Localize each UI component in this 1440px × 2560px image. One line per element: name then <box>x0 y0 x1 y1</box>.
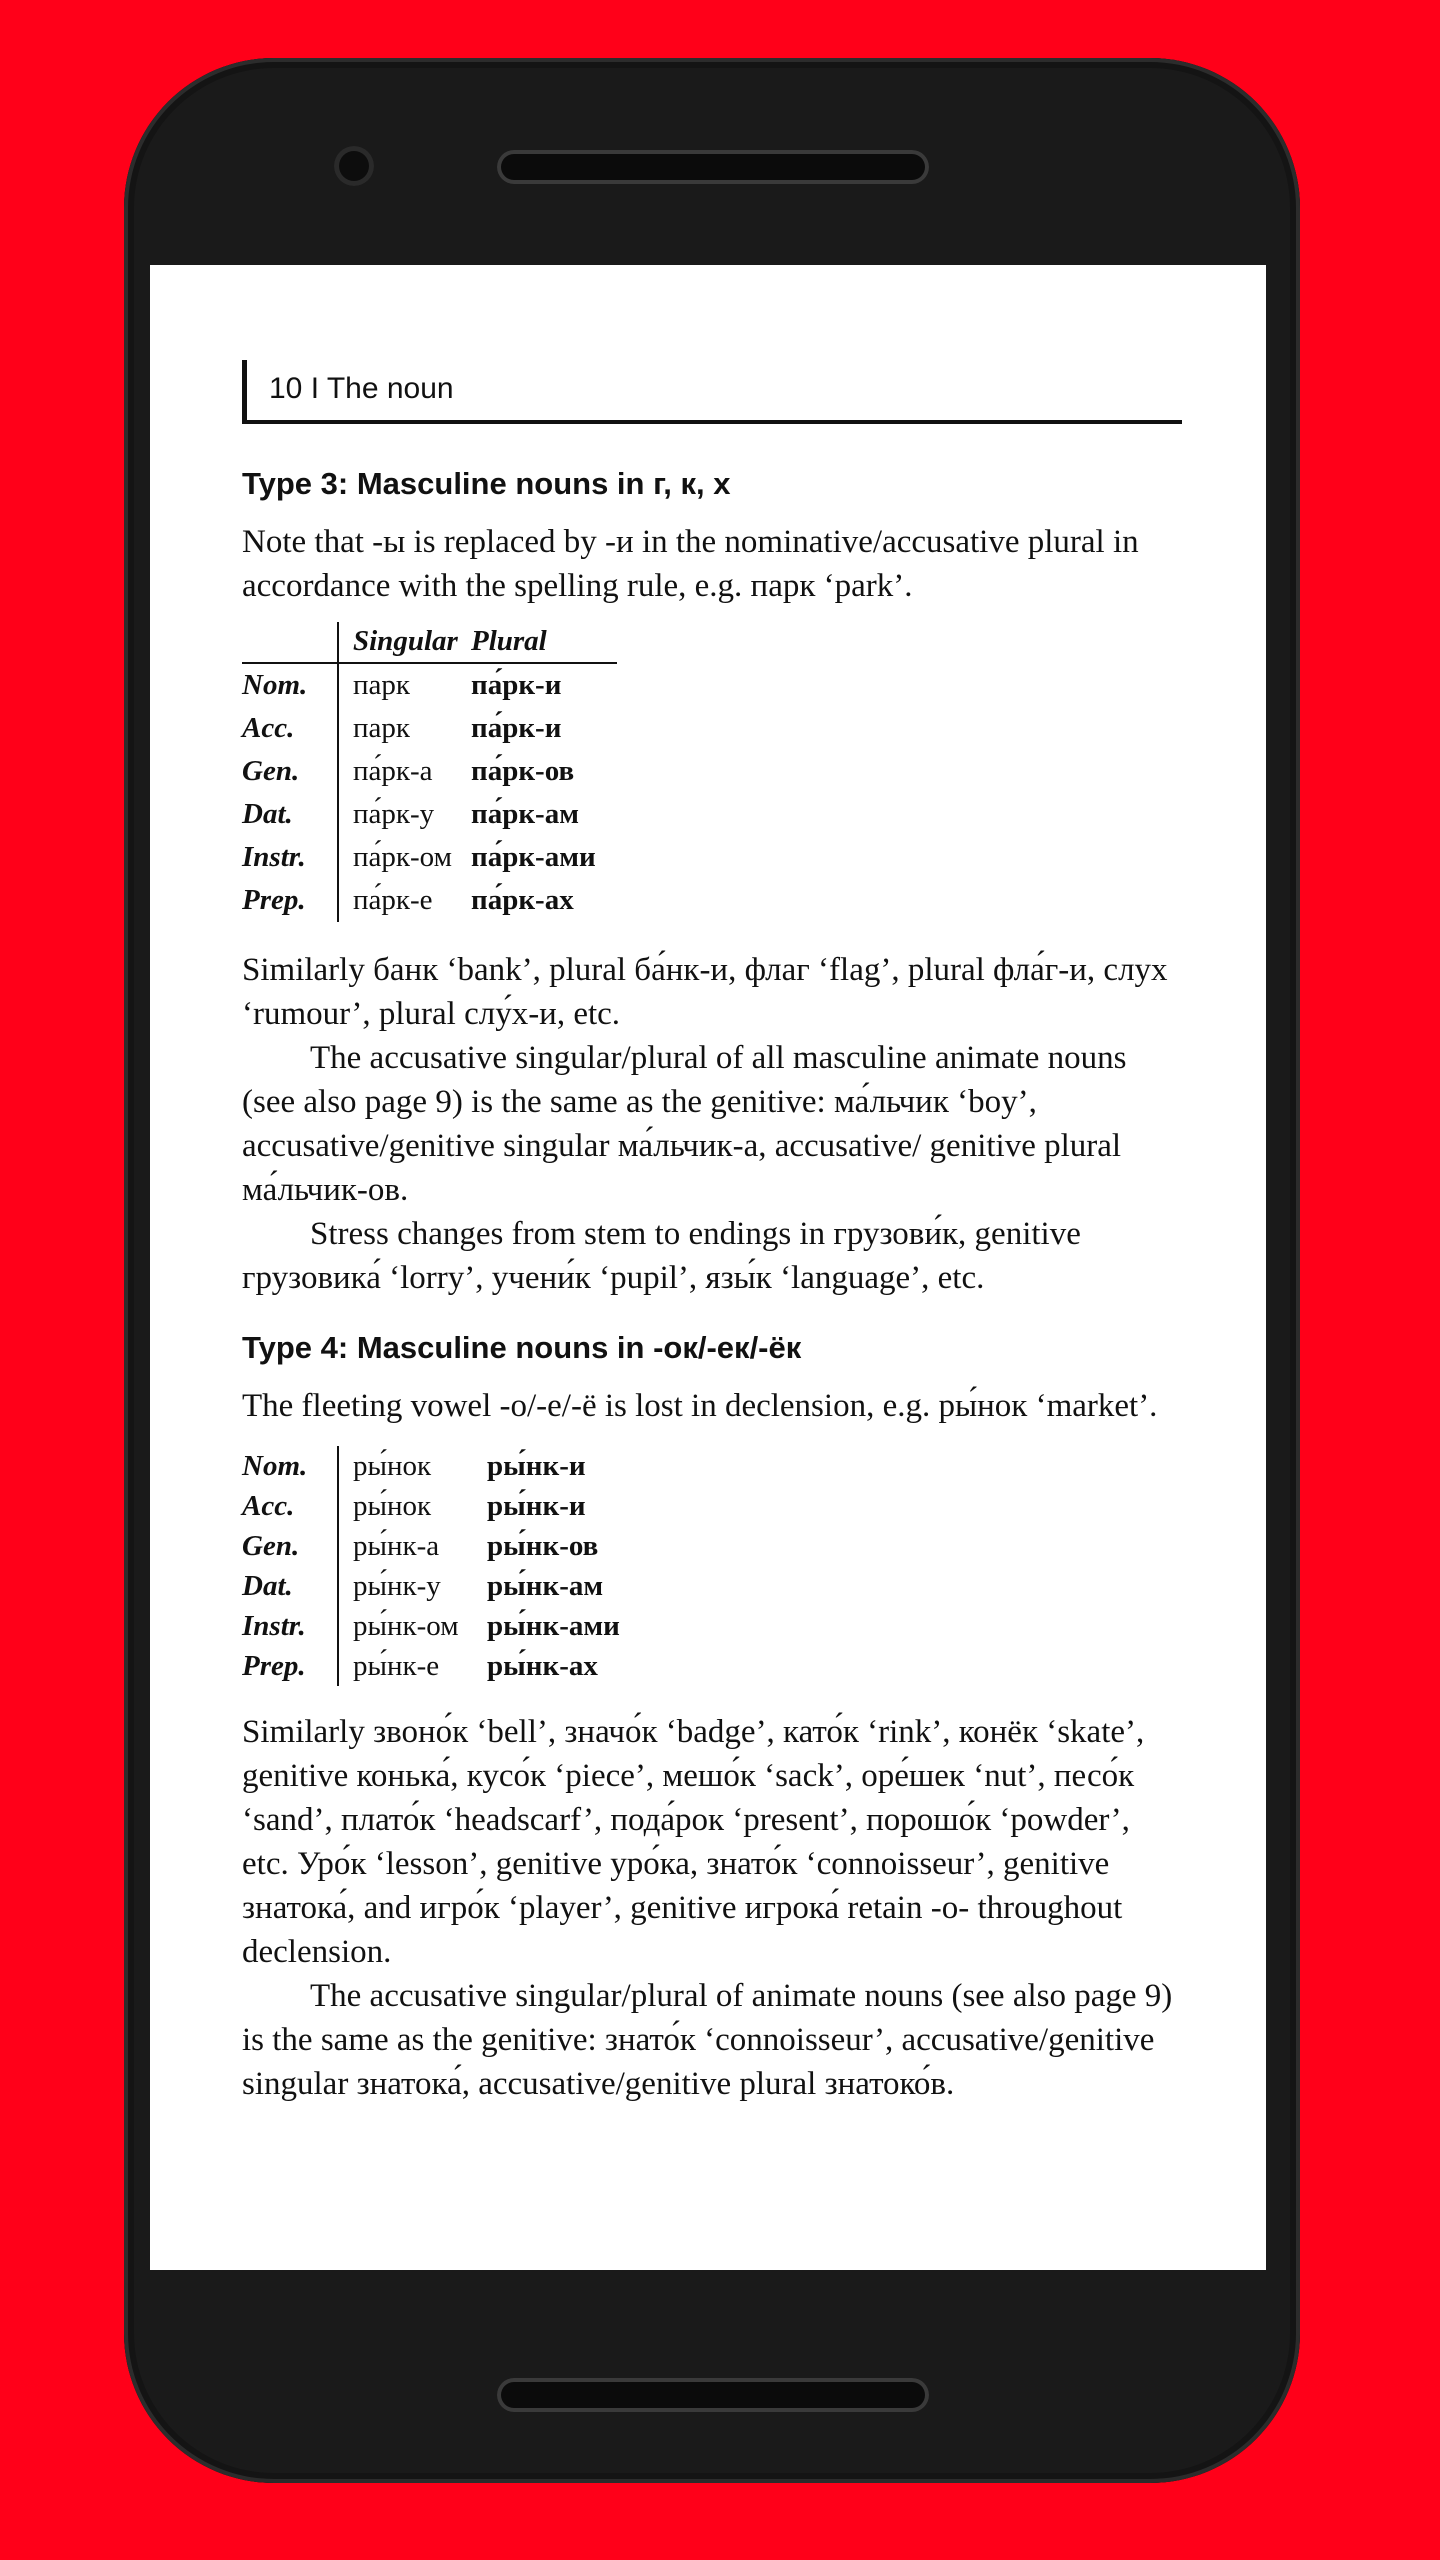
case-label: Prep. <box>242 1650 306 1682</box>
case-label: Nom. <box>242 669 308 701</box>
table-corner <box>242 622 337 664</box>
case-label: Gen. <box>242 755 300 787</box>
singular-form: ры́нк-е <box>337 1646 487 1686</box>
type3-heading: Type 3: Masculine nouns in г, к, х <box>242 466 731 501</box>
plural-form: па́рк-ами <box>471 841 596 873</box>
type3-intro: Note that -ы is replaced by -и in the nominative/accusative plural in accordance with the spelling rule, e.g. парк ‘park’. <box>242 524 1139 604</box>
type4-intro: The fleeting vowel -о/-е/-ё is lost in declension, e.g. ры́нок ‘market’. <box>242 1388 1158 1424</box>
book-page <box>242 360 1182 2106</box>
plural-form: па́рк-и <box>471 669 562 701</box>
type4-declension-table <box>242 1446 647 1686</box>
plural-form: ры́нк-и <box>487 1450 586 1482</box>
singular-form: па́рк-ом <box>337 836 467 879</box>
plural-form: па́рк-ов <box>471 755 575 787</box>
top-speaker <box>497 150 929 184</box>
case-label: Prep. <box>242 884 306 916</box>
plural-form: ры́нк-ах <box>487 1650 598 1682</box>
case-label: Acc. <box>242 1490 295 1522</box>
book-page-screen[interactable] <box>150 265 1266 2270</box>
type3-paragraph-3: Stress changes from stem to endings in грузови́к, genitive грузовика́ ‘lorry’, учени́к ‘pupil’, язы́к ‘language’, etc. <box>242 1216 1081 1296</box>
type4-heading: Type 4: Masculine nouns in -ок/-ек/-ёк <box>242 1330 802 1365</box>
singular-form: па́рк-е <box>337 879 467 922</box>
plural-form: па́рк-ах <box>471 884 574 916</box>
singular-form: па́рк-а <box>337 750 467 793</box>
singular-form: ры́нок <box>337 1446 487 1486</box>
plural-form: ры́нк-ов <box>487 1530 599 1562</box>
plural-form: па́рк-ам <box>471 798 579 830</box>
plural-form: ры́нк-ами <box>487 1610 620 1642</box>
case-label: Instr. <box>242 1610 306 1642</box>
front-camera <box>334 146 374 186</box>
case-label: Dat. <box>242 1570 293 1602</box>
type4-paragraph-2: The accusative singular/plural of animate nouns (see also page 9) is the same as the genitive: знато́к ‘connoisseur’, accusative/genitive singular знатока́, accusative/genitive plural знатоко́в. <box>242 1978 1173 2102</box>
singular-form: парк <box>337 707 467 750</box>
page-header <box>242 360 1182 424</box>
plural-form: ры́нк-и <box>487 1490 586 1522</box>
case-label: Nom. <box>242 1450 308 1482</box>
type4-paragraph-1: Similarly звоно́к ‘bell’, значо́к ‘badge’, като́к ‘rink’, конёк ‘skate’, genitive конька́, кусо́к ‘piece’, мешо́к ‘sack’, оре́шек ‘nut’, песо́к ‘sand’, плато́к ‘headscarf’, пода́рок ‘present’, порошо́к ‘powder’, etc. Уро́к ‘lesson’, genitive уро́ка, знато́к ‘connoisseur’, genitive знатока́, and игро́к ‘player’, genitive игрока́ retain -о- throughout declension. <box>242 1714 1145 1970</box>
bottom-speaker <box>497 2378 929 2412</box>
case-label: Instr. <box>242 841 306 873</box>
singular-form: ры́нк-у <box>337 1566 487 1606</box>
type3-declension-table <box>242 622 617 922</box>
plural-form: па́рк-и <box>471 712 562 744</box>
singular-form: ры́нк-а <box>337 1526 487 1566</box>
singular-form: па́рк-у <box>337 793 467 836</box>
type3-paragraph-2: The accusative singular/plural of all masculine animate nouns (see also page 9) is the same as the genitive: ма́льчик ‘boy’, accusative/genitive singular ма́льчик-а, accusative/ genitive plural ма́льчик-ов. <box>242 1040 1127 1208</box>
type3-paragraph-1: Similarly банк ‘bank’, plural ба́нк-и, флаг ‘flag’, plural фла́г-и, слух ‘rumour’, plural слу́х-и, etc. <box>242 952 1168 1032</box>
case-label: Acc. <box>242 712 295 744</box>
page-header-label: 10 I The noun <box>269 372 454 405</box>
singular-form: ры́нок <box>337 1486 487 1526</box>
case-label: Gen. <box>242 1530 300 1562</box>
col-singular-header: Singular <box>337 622 467 664</box>
case-label: Dat. <box>242 798 293 830</box>
singular-form: ры́нк-ом <box>337 1606 487 1646</box>
col-plural-header: Plural <box>467 622 617 664</box>
plural-form: ры́нк-ам <box>487 1570 604 1602</box>
singular-form: парк <box>337 664 467 707</box>
